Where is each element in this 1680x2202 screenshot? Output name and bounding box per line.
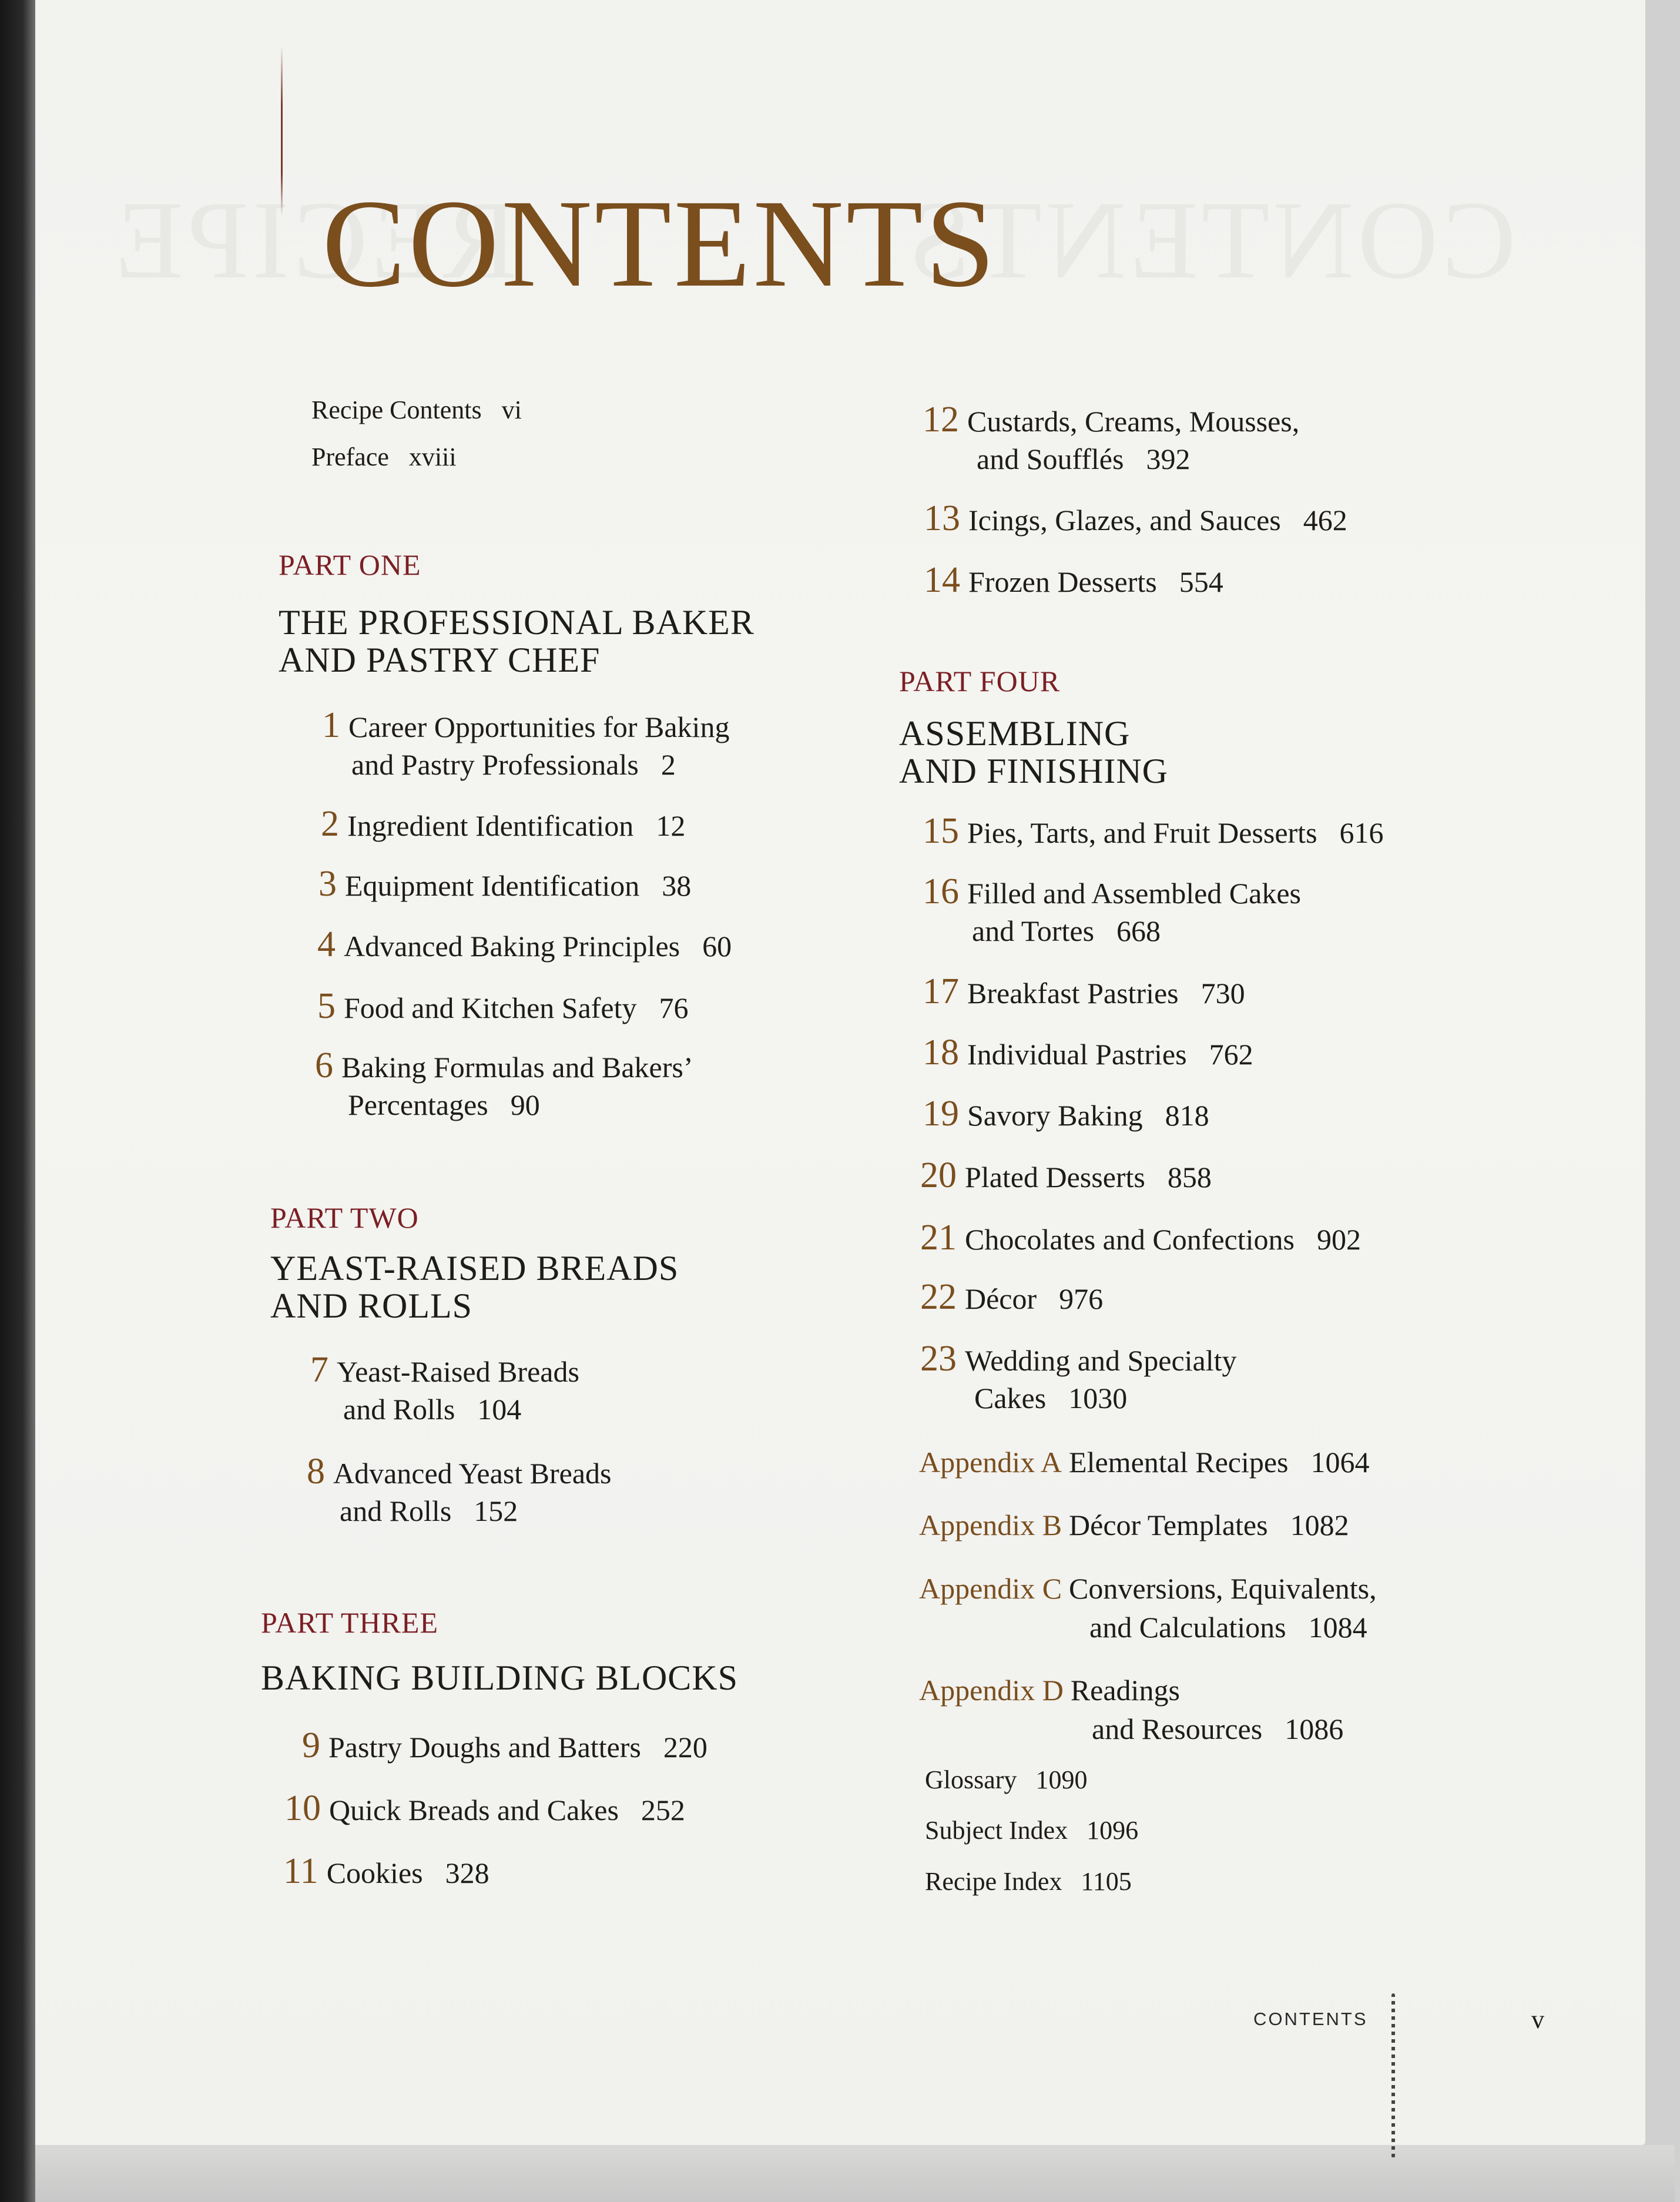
chapter-page: 730 — [1201, 977, 1245, 1010]
chapter-page: 38 — [662, 869, 692, 902]
chapter-number: 16 — [923, 872, 959, 911]
chapter-title: Pastry Doughs and Batters — [328, 1731, 641, 1764]
chapter-number: 20 — [920, 1155, 957, 1195]
chapter-title-cont: Cakes — [974, 1382, 1047, 1415]
chapter-entry — [923, 873, 1301, 950]
chapter-title: Advanced Yeast Breads — [333, 1457, 612, 1490]
chapter-entry — [317, 987, 689, 1027]
appendix-page: 1082 — [1290, 1509, 1349, 1541]
part-title-line: AND ROLLS — [270, 1286, 473, 1325]
chapter-title-cont: and Rolls — [343, 1393, 455, 1426]
appendix-title: Conversions, Equivalents, — [1069, 1572, 1377, 1605]
appendix-entry — [919, 1443, 1370, 1482]
chapter-entry — [920, 1219, 1361, 1258]
appendix-title-cont: and Calculations — [1089, 1611, 1286, 1644]
chapter-entry — [302, 1727, 707, 1766]
back-matter-label: Glossary — [925, 1765, 1017, 1794]
appendix-label: Appendix B — [919, 1509, 1062, 1541]
part-title-line: THE PROFESSIONAL BAKER — [279, 603, 755, 642]
chapter-title: Food and Kitchen Safety — [344, 991, 637, 1024]
chapter-entry — [920, 1278, 1103, 1318]
chapter-page: 668 — [1116, 914, 1161, 947]
chapter-number: 17 — [923, 971, 959, 1011]
chapter-number: 3 — [318, 864, 337, 904]
chapter-number: 12 — [923, 400, 959, 440]
chapter-number: 11 — [283, 1851, 318, 1891]
running-footer: CONTENTS — [1253, 2009, 1368, 2029]
chapter-page: 2 — [660, 748, 676, 781]
chapter-title-cont: and Rolls — [340, 1494, 452, 1527]
chapter-page: 104 — [477, 1393, 522, 1426]
footer-dotted-rule — [1391, 1993, 1395, 2158]
page-number: v — [1531, 2005, 1544, 2034]
appendix-page: 1086 — [1285, 1712, 1344, 1745]
chapter-title: Quick Breads and Cakes — [329, 1794, 619, 1826]
chapter-title: Pies, Tarts, and Fruit Desserts — [967, 816, 1317, 849]
front-matter-label: Recipe Contents — [311, 396, 482, 424]
chapter-entry — [923, 401, 1299, 478]
chapter-title: Equipment Identification — [345, 869, 640, 902]
chapter-page: 462 — [1303, 504, 1347, 537]
chapter-title-cont: and Pastry Professionals — [351, 748, 639, 781]
chapter-entry — [310, 1351, 579, 1428]
chapter-page: 1030 — [1068, 1382, 1128, 1415]
chapter-entry — [923, 1095, 1209, 1134]
part-title-line: BAKING BUILDING BLOCKS — [261, 1658, 738, 1697]
chapter-title: Cookies — [326, 1856, 423, 1889]
chapter-page: 220 — [663, 1731, 707, 1764]
part-title-line: ASSEMBLING — [899, 714, 1131, 753]
chapter-title: Career Opportunities for Baking — [348, 710, 730, 743]
chapter-page: 976 — [1059, 1282, 1104, 1315]
part-title-line: YEAST-RAISED BREADS — [270, 1249, 679, 1288]
chapter-number: 2 — [321, 804, 339, 844]
chapter-number: 9 — [302, 1725, 320, 1765]
chapter-number: 7 — [310, 1350, 328, 1390]
part-three-label: PART THREE — [261, 1606, 438, 1639]
back-matter-label: Subject Index — [925, 1816, 1068, 1845]
appendix-label: Appendix D — [919, 1674, 1064, 1707]
chapter-title: Savory Baking — [967, 1099, 1143, 1132]
chapter-page: 858 — [1167, 1161, 1212, 1194]
chapter-number: 10 — [284, 1788, 321, 1828]
chapter-page: 252 — [641, 1794, 685, 1826]
chapter-number: 5 — [317, 986, 336, 1026]
chapter-title: Breakfast Pastries — [967, 977, 1179, 1010]
part-one-title — [279, 604, 755, 679]
chapter-title: Décor — [965, 1282, 1037, 1315]
chapter-entry — [283, 1852, 489, 1892]
part-three-title — [261, 1659, 738, 1697]
chapter-title: Ingredient Identification — [347, 809, 634, 842]
chapter-title-cont: and Soufflés — [977, 443, 1124, 475]
chapter-page: 60 — [702, 930, 732, 963]
chapter-number: 15 — [923, 811, 959, 851]
chapter-entry — [923, 973, 1245, 1012]
chapter-title: Filled and Assembled Cakes — [967, 877, 1301, 910]
chapter-number: 4 — [317, 924, 336, 964]
chapter-page: 328 — [445, 1856, 489, 1889]
appendix-label: Appendix C — [919, 1572, 1062, 1605]
page-edge — [35, 2145, 1675, 2202]
back-matter-subject-index — [925, 1815, 1138, 1845]
chapter-entry — [318, 865, 691, 904]
chapter-title: Custards, Creams, Mousses, — [967, 405, 1300, 438]
chapter-entry — [322, 706, 729, 783]
front-matter-page: xviii — [408, 443, 457, 471]
chapter-entry — [321, 805, 685, 844]
chapter-number: 1 — [322, 705, 340, 745]
chapter-title: Chocolates and Confections — [965, 1223, 1295, 1256]
chapter-title: Individual Pastries — [967, 1038, 1187, 1071]
back-matter-page: 1096 — [1087, 1816, 1139, 1845]
chapter-number: 18 — [923, 1033, 959, 1072]
chapter-entry — [924, 561, 1223, 601]
page-title: CONTENTS — [322, 174, 998, 313]
back-matter-page: 1090 — [1035, 1765, 1088, 1794]
chapter-entry — [920, 1157, 1212, 1196]
front-matter-recipe-contents — [311, 387, 522, 434]
appendix-title: Décor Templates — [1069, 1509, 1268, 1541]
appendix-entry — [919, 1671, 1343, 1748]
chapter-page: 616 — [1339, 816, 1384, 849]
part-two-label: PART TWO — [270, 1201, 419, 1234]
chapter-number: 21 — [920, 1218, 957, 1258]
chapter-entry — [284, 1789, 685, 1829]
appendix-title: Elemental Recipes — [1069, 1446, 1289, 1479]
appendix-page: 1084 — [1308, 1611, 1367, 1644]
front-matter-page: vi — [501, 396, 522, 424]
part-title-line: AND FINISHING — [899, 752, 1168, 790]
chapter-title: Frozen Desserts — [968, 565, 1157, 598]
chapter-title: Advanced Baking Principles — [344, 930, 680, 963]
appendix-page: 1064 — [1310, 1446, 1370, 1479]
chapter-entry — [317, 926, 732, 965]
chapter-page: 762 — [1209, 1038, 1253, 1071]
chapter-number: 22 — [920, 1277, 957, 1317]
back-matter-recipe-index — [925, 1866, 1132, 1896]
appendix-entry — [919, 1569, 1377, 1647]
chapter-title: Plated Desserts — [965, 1161, 1145, 1194]
chapter-page: 152 — [474, 1494, 518, 1527]
chapter-title: Wedding and Specialty — [965, 1344, 1237, 1377]
part-four-label: PART FOUR — [899, 665, 1061, 698]
chapter-title-cont: and Tortes — [972, 914, 1095, 947]
part-two-title — [270, 1249, 679, 1325]
back-matter-label: Recipe Index — [925, 1867, 1062, 1896]
chapter-entry — [315, 1047, 693, 1124]
chapter-page: 902 — [1317, 1223, 1361, 1256]
part-title-line: AND PASTRY CHEF — [279, 641, 601, 679]
chapter-number: 6 — [315, 1045, 333, 1085]
chapter-number: 13 — [924, 498, 960, 538]
chapter-title: Icings, Glazes, and Sauces — [968, 504, 1281, 537]
chapter-number: 23 — [920, 1339, 957, 1379]
chapter-entry — [923, 1034, 1253, 1073]
chapter-entry — [924, 500, 1347, 539]
chapter-entry — [923, 812, 1384, 852]
book-page — [35, 0, 1645, 2145]
chapter-page: 90 — [510, 1088, 540, 1121]
back-matter-glossary — [925, 1765, 1087, 1795]
chapter-title: Yeast-Raised Breads — [337, 1355, 579, 1388]
back-matter-page: 1105 — [1081, 1867, 1132, 1896]
part-four-title — [899, 715, 1168, 790]
chapter-page: 554 — [1179, 565, 1223, 598]
front-matter-preface — [311, 434, 457, 481]
front-matter-label: Preface — [311, 443, 389, 471]
appendix-title-cont: and Resources — [1092, 1712, 1263, 1745]
chapter-page: 392 — [1146, 443, 1191, 475]
part-one-label: PART ONE — [279, 548, 421, 581]
chapter-page: 76 — [659, 991, 689, 1024]
chapter-page: 12 — [656, 809, 686, 842]
appendix-title: Readings — [1070, 1674, 1180, 1707]
chapter-title-cont: Percentages — [348, 1088, 488, 1121]
chapter-number: 14 — [924, 560, 960, 600]
chapter-number: 8 — [307, 1452, 325, 1492]
appendix-entry — [919, 1506, 1349, 1544]
chapter-page: 818 — [1165, 1099, 1209, 1132]
appendix-label: Appendix A — [919, 1446, 1062, 1479]
chapter-entry — [920, 1340, 1237, 1417]
chapter-number: 19 — [923, 1094, 959, 1134]
chapter-title: Baking Formulas and Bakers’ — [341, 1051, 693, 1084]
chapter-entry — [307, 1453, 612, 1530]
